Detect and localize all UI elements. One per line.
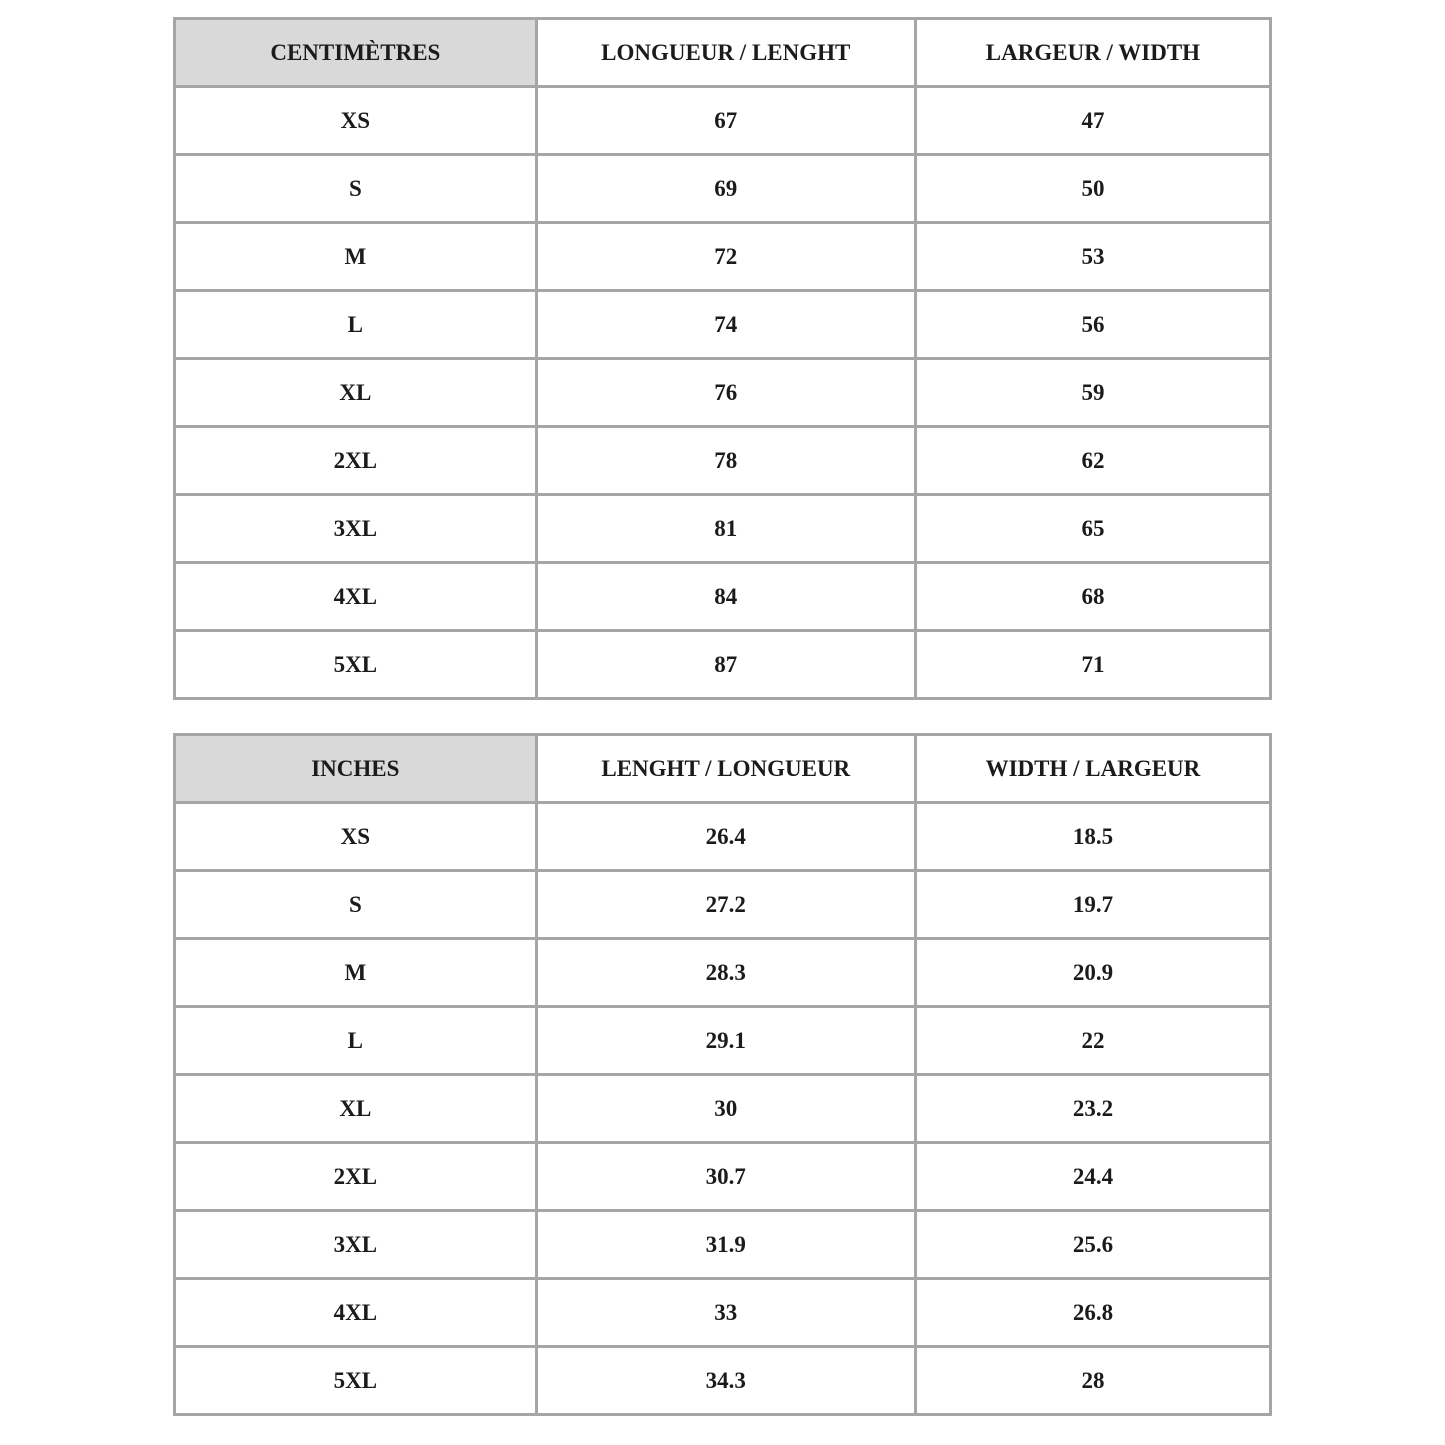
width-value-cell: 59 (915, 359, 1270, 427)
header-row (175, 735, 1271, 803)
length-value-cell: 69 (536, 155, 915, 223)
table-row (175, 291, 1271, 359)
width-value-cell: 19.7 (915, 871, 1270, 939)
size-label-cell: 5XL (175, 1347, 537, 1415)
length-value-cell: 81 (536, 495, 915, 563)
width-value-cell: 25.6 (915, 1211, 1270, 1279)
width-value-cell: 62 (915, 427, 1270, 495)
unit-header-cell: INCHES (175, 735, 537, 803)
table-row (175, 1075, 1271, 1143)
size-label-cell: 3XL (175, 1211, 537, 1279)
length-value-cell: 28.3 (536, 939, 915, 1007)
length-value-cell: 31.9 (536, 1211, 915, 1279)
table-row (175, 223, 1271, 291)
width-value-cell: 23.2 (915, 1075, 1270, 1143)
width-value-cell: 56 (915, 291, 1270, 359)
length-value-cell: 26.4 (536, 803, 915, 871)
length-header-cell: LONGUEUR / LENGHT (536, 19, 915, 87)
size-label-cell: 2XL (175, 1143, 537, 1211)
table-row (175, 1279, 1271, 1347)
width-value-cell: 65 (915, 495, 1270, 563)
size-label-cell: M (175, 223, 537, 291)
size-label-cell: M (175, 939, 537, 1007)
size-label-cell: L (175, 291, 537, 359)
header-row (175, 19, 1271, 87)
length-value-cell: 72 (536, 223, 915, 291)
length-value-cell: 84 (536, 563, 915, 631)
size-label-cell: XL (175, 1075, 537, 1143)
width-value-cell: 26.8 (915, 1279, 1270, 1347)
length-value-cell: 87 (536, 631, 915, 699)
width-value-cell: 20.9 (915, 939, 1270, 1007)
length-value-cell: 33 (536, 1279, 915, 1347)
size-label-cell: XL (175, 359, 537, 427)
table-row (175, 631, 1271, 699)
length-value-cell: 78 (536, 427, 915, 495)
table-row (175, 1007, 1271, 1075)
table-row (175, 87, 1271, 155)
width-value-cell: 71 (915, 631, 1270, 699)
size-label-cell: 2XL (175, 427, 537, 495)
table-row (175, 495, 1271, 563)
width-value-cell: 24.4 (915, 1143, 1270, 1211)
size-label-cell: 5XL (175, 631, 537, 699)
length-value-cell: 30.7 (536, 1143, 915, 1211)
width-value-cell: 28 (915, 1347, 1270, 1415)
table-row (175, 359, 1271, 427)
table-row (175, 871, 1271, 939)
length-value-cell: 74 (536, 291, 915, 359)
size-label-cell: XS (175, 803, 537, 871)
width-value-cell: 53 (915, 223, 1270, 291)
table-row (175, 803, 1271, 871)
size-label-cell: S (175, 155, 537, 223)
size-label-cell: 4XL (175, 563, 537, 631)
table-row (175, 1347, 1271, 1415)
centimeters-table (173, 17, 1272, 700)
length-value-cell: 67 (536, 87, 915, 155)
length-value-cell: 30 (536, 1075, 915, 1143)
width-value-cell: 68 (915, 563, 1270, 631)
width-value-cell: 50 (915, 155, 1270, 223)
length-header-cell: LENGHT / LONGUEUR (536, 735, 915, 803)
table-row (175, 939, 1271, 1007)
table-row (175, 427, 1271, 495)
length-value-cell: 29.1 (536, 1007, 915, 1075)
length-value-cell: 34.3 (536, 1347, 915, 1415)
size-label-cell: S (175, 871, 537, 939)
width-header-cell: WIDTH / LARGEUR (915, 735, 1270, 803)
width-header-cell: LARGEUR / WIDTH (915, 19, 1270, 87)
size-label-cell: 3XL (175, 495, 537, 563)
table-row (175, 1211, 1271, 1279)
table-row (175, 155, 1271, 223)
unit-header-cell: CENTIMÈTRES (175, 19, 537, 87)
width-value-cell: 47 (915, 87, 1270, 155)
table-row (175, 1143, 1271, 1211)
size-label-cell: 4XL (175, 1279, 537, 1347)
size-label-cell: L (175, 1007, 537, 1075)
inches-table (173, 733, 1272, 1416)
width-value-cell: 18.5 (915, 803, 1270, 871)
length-value-cell: 27.2 (536, 871, 915, 939)
width-value-cell: 22 (915, 1007, 1270, 1075)
table-row (175, 563, 1271, 631)
size-label-cell: XS (175, 87, 537, 155)
length-value-cell: 76 (536, 359, 915, 427)
